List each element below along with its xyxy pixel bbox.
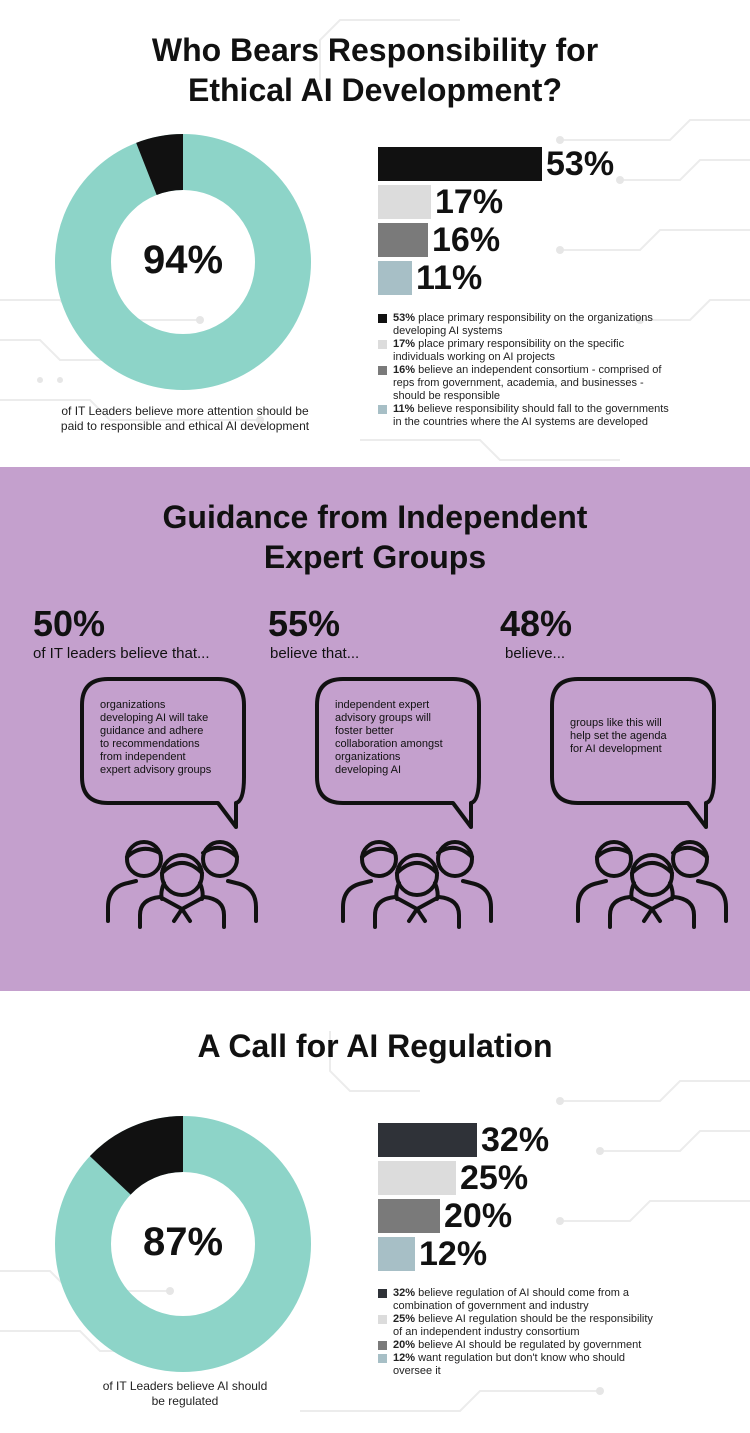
legend-text: place primary responsibility on the specific — [415, 338, 625, 350]
legend-text: combination of government and industry — [393, 1300, 589, 1312]
legend-item — [378, 1313, 718, 1339]
bar-value-label: 16% — [432, 220, 501, 259]
legend-text: developing AI systems — [393, 325, 503, 337]
donut-caption-line2: be regulated — [151, 1394, 219, 1408]
legend-bold: 20% — [393, 1339, 416, 1351]
bar-row — [378, 1158, 529, 1197]
legend-bold: 11% — [393, 403, 415, 415]
bubble-line: from independent — [100, 751, 186, 763]
bar — [378, 1123, 477, 1157]
legend-text: individuals working on AI projects — [393, 351, 556, 363]
legend-text: oversee it — [393, 1365, 441, 1377]
bubble-line: advisory groups will — [335, 712, 431, 724]
legend-swatch — [378, 1354, 387, 1363]
bar-value-label: 20% — [444, 1196, 513, 1235]
donut-caption-line1: of IT Leaders believe AI should — [102, 1379, 268, 1393]
guidance-section — [0, 467, 750, 991]
stat-subtext: believe... — [505, 645, 566, 662]
legend-item — [378, 403, 718, 429]
legend-bold: 32% — [393, 1287, 416, 1299]
bar — [378, 1161, 456, 1195]
bubble-line: organizations — [100, 699, 166, 711]
legend-text: in the countries where the AI systems are developed — [393, 416, 648, 428]
bar-row — [378, 144, 615, 183]
legend-bold: 17% — [393, 338, 416, 350]
bar-row — [378, 258, 483, 297]
bubble-line: collaboration amongst — [335, 738, 443, 750]
bubble-text — [335, 699, 470, 777]
bubble-line: independent expert — [335, 699, 430, 711]
bar — [378, 261, 412, 295]
donut-caption — [40, 1379, 330, 1409]
stat-subtext: of IT leaders believe that... — [33, 645, 210, 662]
section-title-line2: Expert Groups — [263, 539, 487, 575]
donut-caption-line2: paid to responsible and ethical AI development — [60, 419, 310, 433]
regulation-legend — [378, 1287, 718, 1378]
bubble-line: groups like this will — [570, 717, 662, 729]
legend-swatch — [378, 1315, 387, 1324]
section-title: A Call for AI Regulation — [197, 1028, 553, 1064]
legend-swatch — [378, 405, 387, 414]
legend-text: place primary responsibility on the organizations — [415, 312, 653, 324]
bar — [378, 1237, 415, 1271]
legend-bold: 53% — [393, 312, 416, 324]
donut-percent: 94% — [142, 238, 224, 282]
legend-item — [378, 338, 718, 364]
bubble-line: developing AI — [335, 764, 402, 776]
bubble-line: to recommendations — [100, 738, 200, 750]
legend-swatch — [378, 340, 387, 349]
legend-bold: 16% — [393, 364, 416, 376]
bar — [378, 1199, 440, 1233]
donut-percent: 87% — [142, 1220, 224, 1264]
bar-value-label: 32% — [481, 1120, 550, 1159]
bar — [378, 223, 428, 257]
legend-bold: 25% — [393, 1313, 416, 1325]
bar-value-label: 11% — [416, 258, 483, 297]
legend-item — [378, 364, 718, 403]
people-group-icon — [102, 829, 262, 929]
bubble-line: developing AI will take — [100, 712, 209, 724]
bubble-text — [100, 699, 235, 777]
section-title-line1: Who Bears Responsibility for — [151, 32, 599, 68]
legend-text: want regulation but don't know who should — [415, 1352, 626, 1364]
people-group-icon — [337, 829, 497, 929]
bubble-text — [570, 717, 705, 756]
legend-text: should be responsible — [393, 390, 501, 402]
responsibility-section — [0, 0, 750, 467]
bar-value-label: 25% — [460, 1158, 529, 1197]
legend-swatch — [378, 1289, 387, 1298]
legend-text: believe an independent consortium - comprised of — [415, 364, 662, 376]
legend-item — [378, 1339, 718, 1352]
bar-row — [378, 220, 501, 259]
bubble-line: foster better — [335, 725, 394, 737]
section-title-line2: Ethical AI Development? — [188, 72, 562, 108]
bubble-line: help set the agenda — [570, 730, 667, 742]
legend-swatch — [378, 1341, 387, 1350]
bar-value-label: 17% — [435, 182, 504, 221]
bar — [378, 147, 542, 181]
legend-text: believe AI regulation should be the responsibility — [415, 1313, 653, 1325]
legend-text: believe responsibility should fall to the governments — [414, 403, 669, 415]
bar — [378, 185, 431, 219]
stat-percent: 48% — [500, 603, 573, 644]
legend-text: believe AI should be regulated by government — [415, 1339, 642, 1351]
bar-row — [378, 1196, 513, 1235]
stat-subtext: believe that... — [270, 645, 360, 662]
regulation-section — [0, 991, 750, 1433]
bubble-line: expert advisory groups — [100, 764, 212, 776]
bubble-line: organizations — [335, 751, 401, 763]
stat-percent: 50% — [33, 603, 106, 644]
bar-row — [378, 1120, 550, 1159]
bar-row — [378, 1234, 488, 1273]
responsibility-legend — [378, 312, 718, 429]
legend-bold: 12% — [393, 1352, 416, 1364]
regulation-donut-chart — [55, 1116, 311, 1372]
legend-item — [378, 1352, 718, 1378]
stat-percent: 55% — [268, 603, 341, 644]
legend-swatch — [378, 366, 387, 375]
attention-donut-chart — [55, 134, 311, 390]
section-title-line1: Guidance from Independent — [162, 499, 588, 535]
donut-caption-line1: of IT Leaders believe more attention should be — [61, 404, 309, 418]
legend-item — [378, 312, 718, 338]
legend-text: believe regulation of AI should come from a — [415, 1287, 630, 1299]
bubble-line: guidance and adhere — [100, 725, 204, 737]
bar-value-label: 53% — [546, 144, 615, 183]
bubble-line: for AI development — [570, 743, 662, 755]
legend-item — [378, 1287, 718, 1313]
bar-value-label: 12% — [419, 1234, 488, 1273]
people-group-icon — [572, 829, 732, 929]
donut-caption — [40, 404, 330, 434]
bar-row — [378, 182, 504, 221]
legend-text: reps from government, academia, and businesses - — [393, 377, 644, 389]
legend-swatch — [378, 314, 387, 323]
legend-text: of an independent industry consortium — [393, 1326, 580, 1338]
